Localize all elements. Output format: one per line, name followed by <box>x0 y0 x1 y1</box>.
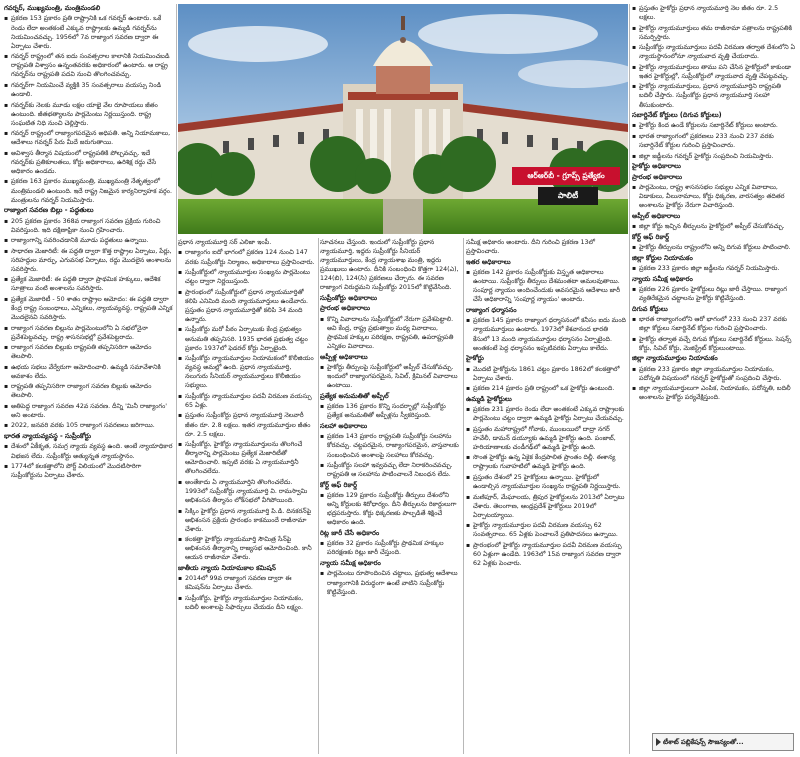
paragraph: ▪ అవిశ్వాస తీర్మాన విషయంలో రాష్ట్రపతికి పోల్చవచ్చు. ఇదే గవర్నర్‌కు ప్రతికూలతలు, కోర్టు అధికారాలు, ఉరిశిక్ష రద్దు చేసే అధికారం ఉండదు. <box>4 149 174 176</box>
paragraph: ▪ హైకోర్టు కింద ఉండే కోర్టులను సబార్డినేట్ కోర్టులు అంటారు. <box>632 121 796 130</box>
paragraph: ▪ గవర్నర్ రాష్ట్రంలో రాజ్యాంగపరమైన అధిపతి. అన్ని నియామకాలు, ఆదేశాలు గవర్నర్ పేరు మీదే జరుగుతాయి. <box>4 129 174 147</box>
paragraph: ▪ రాష్ట్రపతి తప్పనిసరిగా రాజ్యాంగ సవరణ బిల్లుకు ఆమోదం తెలపాలి. <box>4 382 174 400</box>
section-heading: ఉమ్మడి హైకోర్టులు <box>466 394 512 403</box>
paragraph: ▪ గవర్నర్‌గా నియమించే వ్యక్తికి 35 సంవత్సరాలు వయస్సు నిండి ఉండాలి. <box>4 81 174 99</box>
paragraph: ▪ సుప్రీంకోర్టు మరో పీఠం ఏర్పాటుకు కేంద్ర ప్రభుత్వం అనుమతి తప్పనిసరి. 1935 భారత ప్రభుత్వ చట్టం ప్రకారం 1937లో ఫెడరల్ కోర్టు ఏర్పాటైంది. <box>178 325 316 352</box>
paragraph: ▪ సుప్రీంకోర్టు, హైకోర్టు న్యాయమూర్తులను తొలగించే తీర్మానాన్ని పార్లమెంటు ప్రత్యేక మెజారిటీతో ఆమోదించాలి. ఇప్పటి వరకు ఏ న్యాయమూర్తినీ తొలగించలేదు. <box>178 440 316 476</box>
section-heading: రిట్ల జారీ చేసే అధికారం <box>320 528 380 537</box>
section-heading: అప్పీల్ అధికారాలు <box>632 211 681 220</box>
article-column-5 <box>632 4 796 704</box>
paragraph: ▪ రాజ్యాంగ సవరణ బిల్లును పార్లమెంటులోని ఏ సభలోనైనా ప్రవేశపెట్టవచ్చు. రాష్ట్ర శాసనసభల్లో ప్రవేశపెట్టరాదు. <box>4 324 174 342</box>
paragraph: ▪ దేశంలో ఏకీకృత, సమగ్ర న్యాయ వ్యవస్థ ఉంది. అంటే న్యాయాధికార విభజన లేదు. సుప్రీంకోర్టు అత్యున్నత న్యాయస్థానం. <box>4 442 174 460</box>
paragraph: ▪ ప్రస్తుతం సుప్రీంకోర్టు ప్రధాన న్యాయమూర్తి నెలవారీ జీతం రూ. 2.8 లక్షలు. ఇతర న్యాయమూర్తుల జీతం రూ. 2.5 లక్షలు. <box>178 411 316 438</box>
section-heading: ప్రత్యేక అనుమతితో అప్పీల్ <box>320 391 389 400</box>
paragraph: ▪ సొంత హైకోర్టు ఉన్న ఏకైక కేంద్రపాలిత ప్రాంతం దిల్లీ. ఈశాన్య రాష్ట్రాలకు గువాహటిలో ఉమ్మడి హైకోర్టు ఉంది. <box>466 453 626 471</box>
paragraph: ▪ ప్రకరణ 32 ప్రకారం సుప్రీంకోర్టు ప్రాథమిక హక్కుల పరిరక్షణకు రిట్లు జారీ చేస్తుంది. <box>320 539 460 557</box>
paragraph: ▪ హైకోర్టు న్యాయమూర్తులు తాము పని చేసిన హైకోర్టులో కాకుండా ఇతర హైకోర్టుల్లో, సుప్రీంకోర్టులో న్యాయవాద వృత్తి చేపట్టవచ్చు. <box>632 63 796 81</box>
section-heading: సుప్రీంకోర్టు అధికారాలు <box>320 293 378 302</box>
paragraph: ▪ పార్లమెంటు, రాష్ట్ర శాసనసభల సభ్యుల ఎన్నిక వివాదాలు, విడాకులు, వీలునామాలు, కోర్టు ధిక్కరణ, వారసత్వం తదితర అంశాలను హైకోర్టు నేరుగా విచారిస్తుంది. <box>632 183 796 210</box>
paragraph: ▪ హైకోర్టు న్యాయమూర్తులు తమ రాజీనామా పత్రాలను రాష్ట్రపతికి సమర్పిస్తారు. <box>632 24 796 42</box>
paragraph: ▪ ప్రకరణ 233 ప్రకారం జిల్లా జడ్జీలను గవర్నర్ నియమిస్తారు. <box>632 264 796 273</box>
paragraph: ▪ 1774లో కలకత్తాలోని పోర్ట్ విలియంలో మొదటిసారిగా సుప్రీంకోర్టును ఏర్పాటు చేశారు. <box>4 462 174 480</box>
paragraph: ▪ ప్రస్తుతం దేశంలో 25 హైకోర్టులు ఉన్నాయి. హైకోర్టులో ఉండాల్సిన న్యాయమూర్తుల సంఖ్యను రాష్ట్రపతి నిర్ణయిస్తారు. <box>466 473 626 491</box>
section-heading: హైకోర్టు అధికారాలు <box>632 162 681 171</box>
paragraph: ▪ ప్రకరణ 145 ప్రకారం రాజ్యాంగ ధర్మాసనంలో కనీసం ఐదు మంది న్యాయమూర్తులు ఉంటారు. 1973లో కేశవానంద భారతి కేసులో 13 మంది న్యాయమూర్తుల ధర్మాసనం ఏర్పాటైంది. అంతకంటే పెద్ద ధర్మాసనం ఇప్పటివరకు ఏర్పాటు కాలేదు. <box>466 316 626 352</box>
paragraph: ▪ జిల్లా కోర్టు ఇచ్చిన తీర్పులను హైకోర్టులో అప్పీల్ చేసుకోవచ్చు. <box>632 222 796 231</box>
paragraph: ▪ రాజ్యాంగాన్ని సవరించడానికి మూడు పద్ధతులు ఉన్నాయి. <box>4 236 174 245</box>
paragraph: సూచనలు చేస్తుంది. ఇందులో సుప్రీంకోర్టు ప్రధాన న్యాయమూర్తి, ఇద్దరు సుప్రీంకోర్టు సీనియర్ న్యాయమూర్తులు, కేంద్ర న్యాయశాఖ మంత్రి, ఇద్దరు ప్రముఖులు ఉంటారు. దీనికి సంబంధించి కొత్తగా 124(ఎ), 124(బి), 124(సి) ప్రకరణలు చేర్చారు. ఈ సవరణ రాజ్యాంగ విరుద్ధమని సుప్రీంకోర్టు 2015లో కొట్టివేసింది. <box>320 239 459 292</box>
paragraph: ▪ ప్రకరణ 136 ప్రకారం కొన్ని సందర్భాల్లో సుప్రీంకోర్టు ప్రత్యేక అనుమతితో అప్పీళ్లను స్వీకరిస్తుంది. <box>320 402 460 420</box>
article-column-2 <box>178 238 316 754</box>
section-heading: జాతీయ న్యాయ నియామకాల కమిషన్ <box>178 563 276 572</box>
paragraph: ▪ హైకోర్టు తీర్పులపై సుప్రీంకోర్టులో అప్పీల్ చేసుకోవచ్చు. ఇందులో రాజ్యాంగపరమైన, సివిల్, క్రిమినల్ వివాదాలు ఉంటాయి. <box>320 363 460 390</box>
paragraph: ▪ సుప్రీంకోర్టులో న్యాయమూర్తుల సంఖ్యను పార్లమెంటు చట్టం ద్వారా నిర్ణయిస్తుంది. <box>178 268 316 286</box>
paragraph: ▪ హైకోర్టు న్యాయమూర్తుల పదవీ విరమణ వయస్సు 62 సంవత్సరాలు. 65 ఏళ్లకు పెంచాలనే ప్రతిపాదనలు ఉన్నాయి. <box>466 521 626 539</box>
section-heading: రాజ్యాంగ ధర్మాసనం <box>466 305 517 314</box>
paragraph: ▪ ప్రకరణ 143 ప్రకారం రాష్ట్రపతి సుప్రీంకోర్టు సలహాను కోరవచ్చు. చట్టపరమైన, రాజ్యాంగపరమైన, వాస్తవాలకు సంబంధించిన అంశాలపై సలహాలు కోరవచ్చు. <box>320 432 460 459</box>
paragraph: ▪ సిక్కిం హైకోర్టు ప్రధాన న్యాయమూర్తి పి.డి. దినకరన్‌పై అభిశంసన ప్రక్రియ ప్రారంభం కాకముందే రాజీనామా చేశారు. <box>178 507 316 534</box>
paragraph: ▪ హైకోర్టు న్యాయమూర్తులు, ప్రధాన న్యాయమూర్తిని రాష్ట్రపతి బదిలీ చేస్తారు. సుప్రీంకోర్టు ప్రధాన న్యాయమూర్తి సలహా తీసుకుంటారు. <box>632 82 796 109</box>
section-heading: అప్పీళ్ల అధికారాలు <box>320 352 368 361</box>
publication-credit: టీశాట్ పబ్లికేషన్స్ సౌజన్యంతో... <box>652 733 794 751</box>
paragraph: ▪ సుప్రీంకోర్టు సలహా ఇవ్వవచ్చు లేదా నిరాకరించవచ్చు. రాష్ట్రపతి ఆ సలహాను పాటించాలనే నిబంధన లేదు. <box>320 461 460 479</box>
paragraph: ▪ ప్రకరణ 226 ప్రకారం హైకోర్టులు రిట్లు జారీ చేస్తాయి. రాజ్యాంగ వ్యతిరేకమైన చట్టాలను హైకోర్టు కొట్టివేస్తుంది. <box>632 285 796 303</box>
section-heading: కోర్ట్ ఆఫ్ రికార్డ్ <box>632 232 670 241</box>
section-heading: సబార్డినేట్ కోర్టులు (దిగువ కోర్టులు) <box>632 110 722 119</box>
section-heading: న్యాయ సమీక్ష అధికారం <box>320 558 381 567</box>
section-heading: హైకోర్టు <box>466 354 484 363</box>
paragraph: ▪ ఉభయ సభలు వేర్వేరుగా ఆమోదించాలి. ఉమ్మడి సమావేశానికి అవకాశం లేదు. <box>4 363 174 381</box>
paragraph: ▪ కలకత్తా హైకోర్టు న్యాయమూర్తి సౌమిత్ర సేన్‌పై అభిశంసన తీర్మానాన్ని రాజ్యసభ ఆమోదించింది. కానీ ఆయన రాజీనామా చేశారు. <box>178 535 316 562</box>
section-banner-subject: పాలిటీ <box>538 187 598 205</box>
paragraph: ▪ ప్రారంభంలో సుప్రీంకోర్టులో ప్రధాన న్యాయమూర్తితో కలిపి ఎనిమిది మంది న్యాయమూర్తులు ఉండేవారు. ప్రస్తుతం ప్రధాన న్యాయమూర్తితో కలిపి 34 మంది ఉన్నారు. <box>178 288 316 324</box>
section-heading: న్యాయ సమీక్ష అధికారం <box>632 274 693 283</box>
paragraph: ▪ భారత రాజ్యాంగంలో ప్రకరణలు 233 నుంచి 237 వరకు సబార్డినేట్ కోర్టుల గురించి ప్రస్తావించారు. <box>632 132 796 150</box>
paragraph: ▪ రాజ్యాంగం ఐదో భాగంలో ప్రకరణ 124 నుంచి 147 వరకు సుప్రీంకోర్టు నిర్మాణం, అధికారాలు ప్రస్తావించారు. <box>178 248 316 266</box>
paragraph: ▪ ప్రకరణ 163 ప్రకారం ముఖ్యమంత్రి, ముఖ్యమంత్రి నేతృత్వంలో మంత్రిమండలి ఉంటుంది. ఇదే రాష్ట్ర నిజమైన కార్యనిర్వాహక వర్గం. మంత్రులను గవర్నర్ నియమిస్తారు. <box>4 177 174 204</box>
section-heading: ప్రారంభ అధికారాలు <box>632 172 683 181</box>
paragraph: ▪ ప్రస్తుతం హైకోర్టు ప్రధాన న్యాయమూర్తి నెల జీతం రూ. 2.5 లక్షలు. <box>632 4 796 22</box>
paragraph: ▪ పార్లమెంటు రూపొందించిన చట్టాలు, ప్రభుత్వ ఆదేశాలు రాజ్యాంగానికి విరుద్ధంగా ఉంటే వాటిని సుప్రీంకోర్టు కొట్టివేస్తుంది. <box>320 569 460 596</box>
section-heading: దిగువ కోర్టులు <box>632 304 668 313</box>
section-heading: భారత న్యాయవ్యవస్థ - సుప్రీంకోర్టు <box>4 431 92 440</box>
paragraph: ▪ మణిపూర్, మేఘాలయ, త్రిపుర హైకోర్టులను 2013లో ఏర్పాటు చేశారు. తెలంగాణ, ఆంధ్రప్రదేశ్ హైకోర్టులు 2019లో ఏర్పాటయ్యాయి. <box>466 493 626 520</box>
paragraph: ▪ హైకోర్టు తీర్పులను రాష్ట్రంలోని అన్ని దిగువ కోర్టులు పాటించాలి. <box>632 243 796 252</box>
paragraph: ▪ మొదటి హైకోర్టును 1861 చట్టం ప్రకారం 1862లో కలకత్తాలో ఏర్పాటు చేశారు. <box>466 365 626 383</box>
paragraph: ▪ ప్రస్తుతం మహారాష్ట్రలో గోవాకు, ముంబయిలో దాద్రా నగర్ హవేలీ, డామన్ డయ్యూకు ఉమ్మడి హైకోర్టు ఉంది. పంజాబ్, హరియాణాలకు చండీగఢ్‌లో ఉమ్మడి హైకోర్టు ఉంది. <box>466 425 626 452</box>
paragraph: ▪ 205 ప్రకరణ ప్రకారం 368వ రాజ్యాంగ సవరణ ప్రక్రియ గురించి వివరిస్తుంది. ఇది దక్షిణాఫ్రికా నుంచి గ్రహించారు. <box>4 217 174 235</box>
column-divider <box>318 238 319 754</box>
paragraph: ▪ సుప్రీంకోర్టు న్యాయమూర్తులు పదవీ విరమణ తర్వాత దేశంలోని ఏ న్యాయస్థానంలోనూ న్యాయవాద వృత్తి చేయరాదు. <box>632 43 796 61</box>
paragraph: ▪ హైకోర్టు తర్వాత వచ్చే దిగువ కోర్టులు సబార్డినేట్ కోర్టులు. సెషన్స్ కోర్టు, సివిల్ కోర్టు, మెజిస్ట్రేట్ కోర్టులుంటాయి. <box>632 335 796 353</box>
article-column-1 <box>4 4 174 752</box>
paragraph: ▪ భారత రాజ్యాంగంలోని ఆరో భాగంలో 233 నుంచి 237 వరకు జిల్లా కోర్టులు సబార్డినేట్ కోర్టుల గురించి ప్రస్తావించారు. <box>632 315 796 333</box>
paragraph: ▪ ప్రకరణ 153 ప్రకారం ప్రతి రాష్ట్రానికి ఒక గవర్నర్ ఉంటారు. ఒకే రెండు లేదా అంతకంటే ఎక్కువ రాష్ట్రాలకు ఉమ్మడి గవర్నర్‌ను నియమించవచ్చు. 1956లో 7వ రాజ్యాంగ సవరణ ద్వారా ఈ ఏర్పాటు చేశారు. <box>4 14 174 50</box>
paragraph: ▪ అతిపెద్ద రాజ్యాంగ సవరణ 42వ సవరణ. దీన్ని 'మినీ రాజ్యాంగం' అని అంటారు. <box>4 402 174 420</box>
paragraph: ▪ ప్రకరణ 231 ప్రకారం రెండు లేదా అంతకంటే ఎక్కువ రాష్ట్రాలకు పార్లమెంటు చట్టం ద్వారా ఉమ్మడి హైకోర్టు ఏర్పాటు చేయవచ్చు. <box>466 405 626 423</box>
section-banner-title: ఆర్ఆర్‌బీ - గ్రూప్స్ ప్రత్యేకం <box>512 167 620 185</box>
section-heading: జిల్లా కోర్టుల నియామకం <box>632 253 693 262</box>
paragraph: ▪ సుప్రీంకోర్టు న్యాయమూర్తుల నియామకంలో కొలీజియం వ్యవస్థ అమల్లో ఉంది. ప్రధాన న్యాయమూర్తి, నలుగురు సీనియర్ న్యాయమూర్తులు కొలీజియం సభ్యులు. <box>178 354 316 390</box>
paragraph: ▪ అంతేకాదు ఏ న్యాయమూర్తిని తొలగించలేదు. 1993లో సుప్రీంకోర్టు న్యాయమూర్తి వి. రామస్వామి అభిశంసన తీర్మానం లోక్‌సభలో వీగిపోయింది. <box>178 478 316 505</box>
paragraph: ▪ గవర్నర్‌కు నెలకు మూడు లక్షల యాభై వేల రూపాయలు జీతం ఉంటుంది. జీతభత్యాలను పార్లమెంటు నిర్ణయిస్తుంది. రాష్ట్ర సంఘటిత నిధి నుంచి చెల్లిస్తారు. <box>4 101 174 128</box>
section-heading: ప్రారంభ అధికారాలు <box>320 304 371 313</box>
paragraph: ▪ జిల్లా జడ్జీలను గవర్నర్ హైకోర్టు సంప్రదించి నియమిస్తారు. <box>632 152 796 161</box>
paragraph: ప్రధాన న్యాయమూర్తి సర్ ఎలిజా ఇంపీ. <box>178 239 272 246</box>
section-heading: గవర్నర్, ముఖ్యమంత్రి, మంత్రిమండలి <box>4 4 101 12</box>
paragraph: ▪ ప్రత్యేక మెజారిటీ: ఈ పద్ధతి ద్వారా ప్రాథమిక హక్కులు, ఆదేశిక సూత్రాలు వంటి అంశాలను సవరిస్తారు. <box>4 275 174 293</box>
column-divider <box>176 4 177 754</box>
paragraph: ▪ సుప్రీంకోర్టు న్యాయమూర్తుల పదవీ విరమణ వయస్సు 65 ఏళ్లు. <box>178 392 316 410</box>
paragraph: ▪ సుప్రీంకోర్టు, హైకోర్టు న్యాయమూర్తుల నియామకం, బదిలీ అంశాలపై సిఫార్సులు చేయడం దీని లక్ష్యం. <box>178 594 316 612</box>
paragraph: ▪ సాధారణ మెజారిటీ: ఈ పద్ధతి ద్వారా కొత్త రాష్ట్రాల ఏర్పాటు, పేర్లు, సరిహద్దుల మార్పు, ఎగువసభ ఏర్పాటు, రద్దు మొదలైన అంశాలను సవరిస్తారు. <box>4 247 174 274</box>
column-divider <box>629 4 630 754</box>
column-divider <box>463 238 464 754</box>
paragraph: ▪ ప్రకరణ 129 ప్రకారం సుప్రీంకోర్టు తీర్పులు దేశంలోని అన్ని కోర్టులకు శిరోధార్యం. దీని తీర్పులను రికార్డులుగా భద్రపరుస్తారు. కోర్టు ధిక్కరణకు పాల్పడితే శిక్షించే అధికారం ఉంది. <box>320 491 460 527</box>
paragraph: ▪ ప్రకరణ 142 ప్రకారం సుప్రీంకోర్టుకు విస్తృత అధికారాలు ఉంటాయి. సుప్రీంకోర్టు తీర్పులు దేశమంతటా అమలవుతాయి. సంపూర్ణ న్యాయం అందించేందుకు అవసరమైన ఆదేశాలు జారీ చేసే అధికారాన్ని 'సంపూర్ణ న్యాయం' అంటారు. <box>466 268 626 304</box>
paragraph: ▪ కొన్ని వివాదాలను సుప్రీంకోర్టులో నేరుగా ప్రవేశపెట్టాలి. అవి కేంద్ర, రాష్ట్ర ప్రభుత్వాల మధ్య వివాదాలు, ప్రాథమిక హక్కుల పరిరక్షణ, రాష్ట్రపతి, ఉపరాష్ట్రపతి ఎన్నికల వివాదాలు. <box>320 315 460 351</box>
paragraph: ▪ ప్రత్యేక మెజారిటీ - 50 శాతం రాష్ట్రాల ఆమోదం: ఈ పద్ధతి ద్వారా కేంద్ర రాష్ట్ర సంబంధాలు, ఎన్నికలు, న్యాయవ్యవస్థ, రాష్ట్రపతి ఎన్నిక మొదలైనవి సవరిస్తారు. <box>4 295 174 322</box>
section-heading: జిల్లా న్యాయమూర్తుల నియామకం <box>632 354 718 363</box>
section-heading: ఇతర అధికారాలు <box>466 257 511 266</box>
paragraph: ▪ 2022, జనవరి వరకు 105 రాజ్యాంగ సవరణలు జరిగాయి. <box>4 421 174 430</box>
paragraph: ▪ ప్రారంభంలో హైకోర్టు న్యాయమూర్తుల పదవీ విరమణ వయస్సు 60 ఏళ్లుగా ఉండేది. 1963లో 15వ రాజ్యాంగ సవరణ ద్వారా 62 ఏళ్లకు పెంచారు. <box>466 541 626 568</box>
section-heading: కోర్ట్ ఆఫ్ రికార్డ్ <box>320 480 358 489</box>
paragraph: ▪ ప్రకరణ 233 ప్రకారం జిల్లా న్యాయమూర్తుల నియామకం, పదోన్నతి విషయంలో గవర్నర్ హైకోర్టుతో సంప్రదించి చేస్తారు. <box>632 365 796 383</box>
paragraph: ▪ ప్రకరణ 214 ప్రకారం ప్రతి రాష్ట్రంలో ఒక హైకోర్టు ఉంటుంది. <box>466 384 626 393</box>
article-column-3 <box>320 238 460 754</box>
paragraph: సమీక్ష అధికారం అంటారు. దీని గురించి ప్రకరణ 13లో ప్రస్తావించారు. <box>466 239 595 256</box>
article-column-4 <box>466 238 626 754</box>
section-heading: రాజ్యాంగ సవరణ బిల్లు - పద్ధతులు <box>4 206 94 215</box>
paragraph: ▪ గవర్నర్ రాష్ట్రంలో తన ఐదు సంవత్సరాల కాలానికి నియమించబడి రాష్ట్రపతి విశ్వాసం ఉన్నంతవరకు అధికారంలో ఉంటారు. ఆ రాష్ట్ర గవర్నర్‌ను రాష్ట్రపతి పదవి నుంచి తొలగించవచ్చు. <box>4 52 174 79</box>
paragraph: ▪ 2014లో 99వ రాజ్యాంగ సవరణ ద్వారా ఈ కమిషన్‌ను ఏర్పాటు చేశారు. <box>178 574 316 592</box>
paragraph: ▪ రాజ్యాంగ సవరణ బిల్లుకు రాష్ట్రపతి తప్పనిసరిగా ఆమోదం తెలపాలి. <box>4 343 174 361</box>
section-heading: సలహా అధికారాలు <box>320 421 368 430</box>
paragraph: ▪ జిల్లా న్యాయమూర్తులుగా ఎంపిక, నియామకం, పదోన్నతి, బదిలీ అంశాలను హైకోర్టు పర్యవేక్షిస్తుంది. <box>632 384 796 402</box>
